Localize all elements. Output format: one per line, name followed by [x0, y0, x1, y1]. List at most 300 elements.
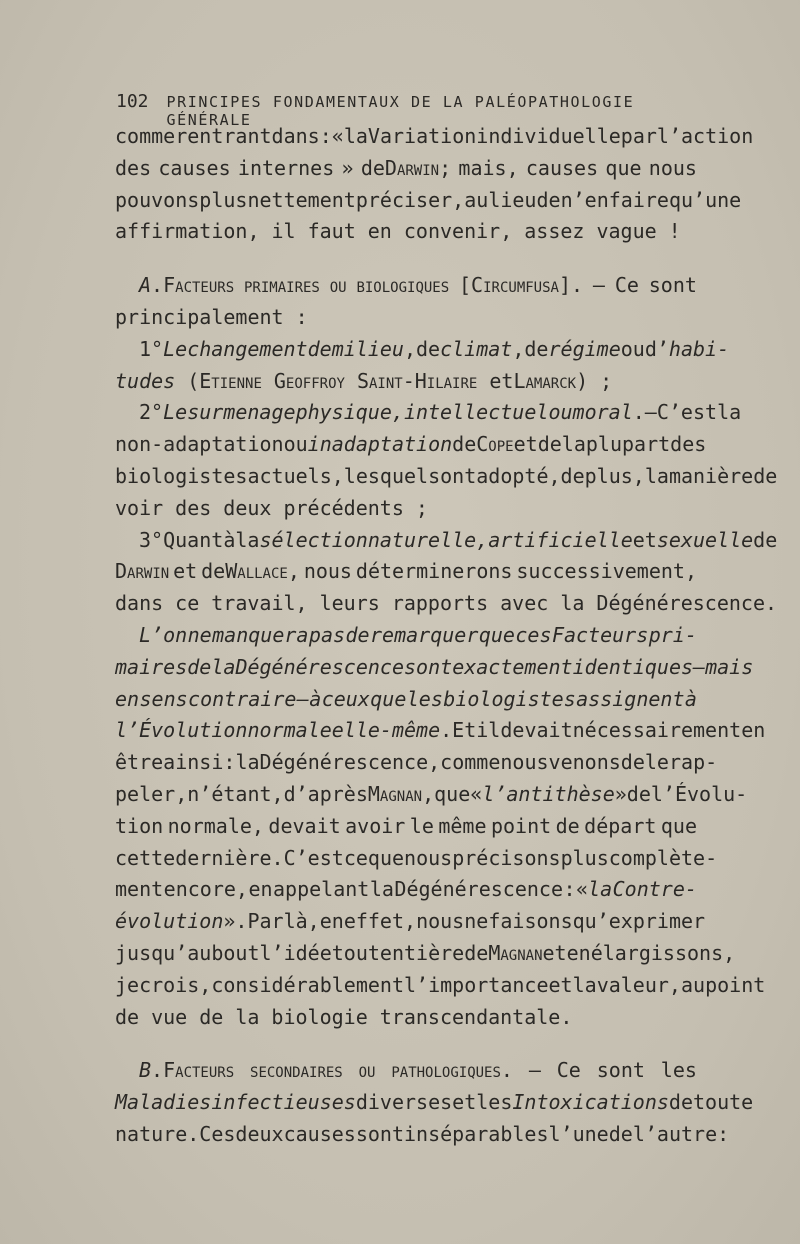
text-run: le	[644, 750, 669, 775]
word	[356, 1087, 452, 1119]
text-run: complète-	[608, 845, 718, 870]
text-line	[115, 556, 697, 588]
word	[661, 1055, 697, 1087]
text-run: .	[151, 1058, 164, 1083]
text-run: toute	[693, 1090, 754, 1115]
text-run: :	[223, 750, 236, 775]
word	[657, 121, 753, 153]
word	[139, 684, 187, 716]
italic-text: climat	[440, 336, 513, 361]
word	[211, 970, 404, 1002]
text-run: bout	[211, 940, 260, 965]
text-run: des	[670, 432, 707, 457]
word	[573, 715, 742, 747]
text-run: que	[660, 813, 697, 838]
word	[649, 270, 697, 302]
text-run: convenir,	[403, 219, 513, 244]
text-run: en	[566, 940, 591, 965]
word	[115, 1002, 139, 1034]
text-run: précisons	[452, 845, 561, 870]
italic-text: habi-	[668, 336, 730, 361]
text-run: :	[563, 877, 576, 902]
text-run: précédents	[283, 495, 404, 520]
word	[500, 715, 572, 747]
italic-text: l’Évolution	[115, 718, 248, 743]
text-run: sont	[648, 273, 697, 298]
word	[139, 334, 187, 366]
italic-text: régime	[548, 336, 621, 361]
text-run: 3°	[139, 527, 164, 552]
text-run: successivement,	[516, 559, 697, 584]
word	[361, 153, 451, 185]
word	[309, 684, 321, 716]
text-run: à	[223, 527, 236, 552]
word	[247, 185, 355, 217]
word	[407, 684, 443, 716]
word	[115, 493, 163, 525]
text-run: comme	[440, 750, 501, 775]
text-run: les	[660, 1058, 697, 1083]
text-run: plupart	[585, 432, 671, 457]
italic-text: sens	[139, 686, 188, 711]
text-run: biologie	[271, 1004, 368, 1029]
word	[633, 525, 753, 557]
text-run: en	[319, 909, 344, 934]
text-run: je	[115, 972, 140, 997]
word	[115, 874, 163, 906]
small-caps-text: Magnan	[367, 781, 423, 806]
text-run: nous	[500, 750, 549, 775]
text-run: vague	[596, 219, 657, 244]
word	[596, 216, 656, 248]
word	[404, 970, 549, 1002]
text-run: assez	[524, 219, 585, 244]
word	[359, 1055, 376, 1087]
word	[661, 811, 697, 843]
italic-text: Dégénérescence	[235, 654, 405, 679]
text-run: en	[367, 219, 392, 244]
word	[404, 843, 452, 875]
word	[649, 620, 697, 652]
word	[248, 874, 272, 906]
text-line	[115, 620, 697, 652]
small-caps-text: pathologiques	[391, 1058, 501, 1083]
word	[115, 588, 163, 620]
word	[199, 1119, 235, 1151]
text-run: de	[464, 940, 489, 965]
italic-text: Le	[163, 400, 188, 425]
text-run: ont	[440, 463, 477, 488]
word	[344, 121, 368, 153]
text-run: nous	[648, 155, 697, 180]
italic-text: pas	[308, 622, 346, 647]
word	[443, 684, 575, 716]
word	[211, 938, 259, 970]
word	[320, 906, 344, 938]
word	[627, 779, 651, 811]
word	[538, 429, 562, 461]
small-caps-text: Facteurs	[163, 1058, 235, 1083]
word	[567, 938, 591, 970]
text-run: et	[513, 432, 538, 457]
word	[621, 121, 657, 153]
text-line	[115, 684, 697, 716]
word	[320, 121, 332, 153]
italic-text: de	[187, 654, 212, 679]
text-line	[115, 397, 742, 429]
text-run: et	[489, 368, 514, 393]
text-line	[115, 874, 697, 906]
text-run: l’Évolu-	[650, 781, 748, 806]
text-run: Ces	[199, 1121, 236, 1146]
text-run: ,	[403, 336, 416, 361]
text-run: considérablement	[211, 972, 404, 997]
text-run: nécessairement	[572, 718, 742, 743]
text-run: des	[175, 495, 212, 520]
italic-text: —	[296, 686, 309, 711]
italic-text: que	[370, 686, 407, 711]
word	[561, 843, 609, 875]
word	[476, 121, 621, 153]
word	[586, 429, 670, 461]
text-run: faut	[307, 219, 356, 244]
word	[476, 1087, 669, 1119]
word	[693, 652, 705, 684]
italic-text: assignent	[576, 686, 685, 711]
word	[500, 747, 548, 779]
word	[115, 970, 139, 1002]
text-run: rapports	[391, 591, 489, 616]
text-run: C’est	[283, 845, 344, 870]
word	[368, 843, 404, 875]
word	[645, 461, 669, 493]
text-run: encore,	[163, 877, 248, 902]
italic-text: de	[307, 336, 332, 361]
text-run: la	[369, 877, 394, 902]
word	[356, 185, 464, 217]
word	[645, 334, 729, 366]
text-run: —	[644, 400, 657, 425]
word	[163, 747, 223, 779]
word	[296, 397, 404, 429]
word	[576, 874, 612, 906]
text-run: Ce	[614, 273, 639, 298]
text-run: —	[592, 273, 605, 298]
word	[247, 906, 283, 938]
word	[115, 811, 163, 843]
text-run: élargissons,	[590, 940, 736, 965]
page-number: 102	[116, 91, 149, 112]
text-run: biologistes	[115, 463, 248, 488]
word	[115, 684, 139, 716]
word	[705, 652, 753, 684]
italic-text: naturelle,	[367, 527, 489, 552]
text-run: lesquels	[343, 463, 441, 488]
word	[685, 684, 697, 716]
word	[394, 874, 563, 906]
word	[211, 652, 235, 684]
text-line	[115, 715, 766, 747]
word	[717, 397, 741, 429]
word	[187, 779, 283, 811]
text-run: que	[434, 781, 471, 806]
text-run: tion	[115, 813, 164, 838]
word	[115, 715, 247, 747]
text-run: Dégénérescence	[394, 877, 563, 902]
italic-text: sélection	[259, 527, 368, 552]
text-run: actuels,	[247, 463, 344, 488]
word	[633, 1119, 717, 1151]
word	[416, 906, 464, 938]
body-text	[115, 121, 778, 1151]
italic-text: sexuelle	[656, 527, 754, 552]
word	[244, 270, 320, 302]
italic-text: milieu	[331, 336, 404, 361]
word	[304, 556, 352, 588]
text-run: de	[199, 1004, 224, 1029]
word	[416, 334, 524, 366]
text-run: et	[548, 972, 573, 997]
word	[488, 185, 536, 217]
text-run: être	[115, 750, 164, 775]
italic-text: physique,	[295, 400, 404, 425]
small-caps-text: Darwin	[115, 559, 170, 584]
text-run: la	[644, 463, 669, 488]
word	[404, 216, 512, 248]
word	[344, 906, 416, 938]
text-run: de	[753, 463, 778, 488]
running-title: PRINCIPES FONDAMENTAUX DE LA PALÉOPATHOLOGIE GÉNÉRALE	[166, 93, 635, 129]
word	[464, 938, 542, 970]
text-run: adopté,	[476, 463, 561, 488]
text-run: il	[476, 718, 501, 743]
word	[284, 779, 435, 811]
text-run: d’après	[283, 781, 368, 806]
word	[342, 153, 354, 185]
word	[561, 461, 585, 493]
italic-text: artificielle	[488, 527, 633, 552]
text-run: venons	[548, 750, 621, 775]
text-run: devait	[268, 813, 341, 838]
text-run: ment	[115, 877, 164, 902]
text-run: vue	[151, 1004, 188, 1029]
text-run: voir	[115, 495, 164, 520]
word	[669, 185, 741, 217]
word	[563, 874, 575, 906]
word	[600, 366, 612, 398]
text-run: tout	[331, 940, 380, 965]
text-line	[115, 652, 754, 684]
text-run: l’action	[656, 124, 754, 148]
word	[645, 747, 669, 779]
word	[526, 153, 598, 185]
text-line	[115, 302, 697, 334]
text-run: que	[367, 845, 405, 870]
text-run: la	[235, 750, 260, 775]
word	[524, 216, 584, 248]
text-line	[115, 121, 754, 153]
text-run: individuelle	[476, 124, 621, 148]
word	[250, 1055, 343, 1087]
text-run: de	[416, 336, 441, 361]
word	[115, 153, 151, 185]
text-run: :	[295, 304, 308, 329]
word	[284, 1119, 356, 1151]
word	[188, 620, 212, 652]
text-run: dernière.	[175, 845, 284, 870]
text-run: leurs	[319, 591, 380, 616]
text-run: »	[341, 155, 354, 180]
word	[464, 185, 488, 217]
text-run: n’en	[560, 187, 609, 212]
text-run: avoir	[345, 813, 406, 838]
text-run: .	[500, 1058, 513, 1083]
text-run: affirmation,	[115, 219, 260, 244]
word	[404, 397, 549, 429]
italic-text: à	[309, 686, 322, 711]
text-run: la	[235, 527, 260, 552]
word	[115, 185, 199, 217]
word	[199, 185, 247, 217]
italic-text: infectieuses	[211, 1090, 356, 1115]
italic-text: Intoxications	[512, 1090, 669, 1115]
word	[235, 652, 404, 684]
text-run: la	[235, 1004, 260, 1029]
small-caps-text: Cope	[476, 432, 514, 457]
word	[657, 397, 717, 429]
italic-text: identiques	[572, 654, 694, 679]
small-caps-text: Etienne	[199, 368, 262, 393]
word	[188, 684, 296, 716]
word	[345, 811, 405, 843]
text-run: de	[537, 432, 562, 457]
word	[524, 334, 620, 366]
word	[470, 779, 615, 811]
italic-text: surmenage	[187, 400, 296, 425]
word	[368, 525, 488, 557]
text-run: Quant	[163, 527, 224, 552]
text-run: pouvons	[115, 187, 200, 212]
text-run: nous	[303, 559, 352, 584]
text-line	[115, 779, 748, 811]
word	[741, 715, 765, 747]
text-run: «	[470, 781, 483, 806]
word	[115, 779, 187, 811]
italic-text: normale	[247, 718, 332, 743]
word	[370, 620, 478, 652]
text-run: appelant	[273, 877, 370, 902]
text-run: de	[626, 781, 651, 806]
text-run: dans	[115, 591, 164, 616]
text-run: de	[555, 813, 580, 838]
word	[561, 185, 609, 217]
text-run: sont	[596, 1058, 645, 1083]
italic-text: elle-même	[331, 718, 441, 743]
word	[669, 461, 753, 493]
word	[476, 461, 560, 493]
italic-text: Contre-	[612, 877, 697, 902]
text-run: Variation	[367, 124, 477, 148]
text-run: point	[705, 972, 766, 997]
text-run: .	[632, 400, 645, 425]
word	[392, 588, 488, 620]
word	[573, 652, 693, 684]
word	[609, 843, 717, 875]
word	[139, 270, 234, 302]
text-run: »	[614, 781, 627, 806]
text-line	[115, 493, 697, 525]
small-caps-text: Lamarck	[513, 368, 577, 393]
word	[115, 938, 211, 970]
text-run: travail,	[211, 591, 308, 616]
word	[115, 556, 169, 588]
word	[235, 1119, 283, 1151]
text-run: )	[576, 368, 589, 393]
word	[115, 121, 175, 153]
word	[536, 185, 560, 217]
text-run: dans	[271, 124, 320, 148]
word	[247, 461, 343, 493]
italic-text: B	[139, 1058, 152, 1083]
word	[717, 1119, 729, 1151]
word	[576, 684, 684, 716]
text-run: causes	[158, 155, 231, 180]
word	[370, 874, 394, 906]
word	[596, 588, 777, 620]
word	[211, 588, 307, 620]
word	[615, 779, 627, 811]
word	[573, 970, 597, 1002]
italic-text: biologistes	[443, 686, 576, 711]
word	[552, 620, 648, 652]
italic-text: remarquer	[370, 622, 479, 647]
italic-text: exactement	[452, 654, 573, 679]
text-run: «	[576, 877, 589, 902]
word	[330, 270, 347, 302]
italic-text: moral	[572, 400, 633, 425]
text-line	[115, 270, 697, 302]
word	[115, 1087, 211, 1119]
word	[621, 747, 645, 779]
word	[139, 620, 187, 652]
italic-text: tudes	[115, 368, 176, 393]
word	[139, 970, 211, 1002]
text-run: mais,	[458, 155, 519, 180]
italic-text: inadaptation	[307, 432, 453, 457]
text-run: il	[271, 219, 296, 244]
word	[297, 684, 309, 716]
word	[187, 397, 295, 429]
text-run: la	[343, 124, 368, 148]
word	[247, 715, 331, 747]
word	[562, 429, 586, 461]
text-run: de	[620, 750, 645, 775]
word	[549, 747, 621, 779]
text-run: les	[476, 1090, 513, 1115]
word	[223, 525, 235, 557]
text-run: sont	[355, 1121, 405, 1146]
text-line	[115, 461, 778, 493]
word	[235, 747, 259, 779]
word	[452, 843, 560, 875]
small-caps-text: biologiques	[356, 273, 450, 298]
word	[615, 270, 639, 302]
text-line	[115, 153, 697, 185]
word	[115, 747, 163, 779]
word	[115, 652, 187, 684]
word	[139, 525, 163, 557]
word	[556, 811, 580, 843]
